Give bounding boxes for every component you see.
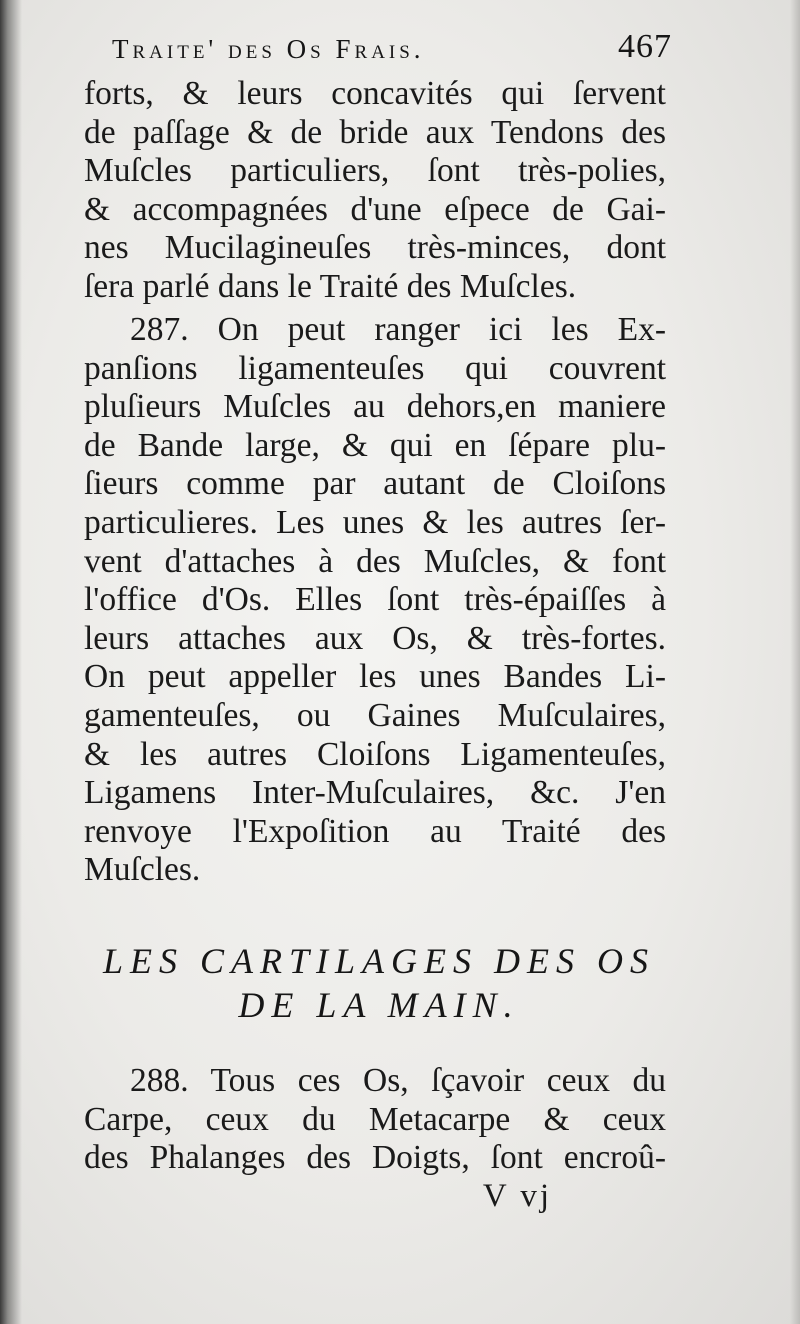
text-line: 288. Tous ces Os, ſçavoir ceux du bbox=[130, 1062, 666, 1099]
text-line: 287. On peut ranger ici les Ex- bbox=[130, 311, 666, 348]
section-heading-line-2: DE LA MAIN. bbox=[238, 985, 520, 1025]
text-line: Muſcles particuliers, ſont très-polies, bbox=[84, 152, 666, 190]
text-line: Ligamens Inter-Muſculaires, &c. J'en bbox=[84, 774, 666, 812]
text-line: l'office d'Os. Elles ſont très-épaiſſes à bbox=[84, 581, 666, 619]
text-line: nes Mucilagineuſes très-minces, dont bbox=[84, 229, 666, 267]
text-line: panſions ligamenteuſes qui couvrent bbox=[84, 349, 666, 387]
text-line: particulieres. Les unes & les autres ſer- bbox=[84, 503, 666, 541]
text-line: pluſieurs Muſcles au dehors,en maniere bbox=[84, 388, 666, 426]
text-line: & les autres Cloiſons Ligamenteuſes, bbox=[84, 735, 666, 773]
text-line: de Bande large, & qui en ſépare plu- bbox=[84, 426, 666, 464]
paragraph-287 bbox=[84, 311, 666, 890]
text-line: ſera parlé dans le Traité des Muſcles. bbox=[84, 267, 577, 305]
page-header bbox=[112, 28, 672, 76]
paragraph-288 bbox=[84, 1062, 666, 1178]
text-line: Muſcles. bbox=[84, 851, 201, 889]
running-title: Traite' des Os Frais. bbox=[112, 34, 425, 64]
spine-shadow bbox=[0, 0, 22, 1324]
paragraph-continued bbox=[84, 75, 666, 307]
page-edge bbox=[790, 0, 800, 1324]
section-heading bbox=[88, 940, 670, 1026]
text-line: vent d'attaches à des Muſcles, & font bbox=[84, 542, 666, 580]
text-line: des Phalanges des Doigts, ſont encroû- bbox=[84, 1139, 666, 1177]
section-heading-line-1: LES CARTILAGES DES OS bbox=[103, 941, 655, 981]
text-line: gamenteuſes, ou Gaines Muſculaires, bbox=[84, 696, 666, 734]
text-line: renvoye l'Expoſition au Traité des bbox=[84, 812, 666, 850]
text-line: Carpe, ceux du Metacarpe & ceux bbox=[84, 1100, 666, 1138]
text-line: & accompagnées d'une eſpece de Gai- bbox=[84, 190, 666, 228]
text-line: On peut appeller les unes Bandes Li- bbox=[84, 658, 666, 696]
page-number: 467 bbox=[618, 28, 672, 65]
text-line: leurs attaches aux Os, & très-fortes. bbox=[84, 619, 666, 657]
text-line: ſieurs comme par autant de Cloiſons bbox=[84, 465, 666, 503]
signature-mark: V vj bbox=[482, 1178, 552, 1214]
text-line: forts, & leurs concavités qui ſervent bbox=[84, 75, 666, 112]
text-line: de paſſage & de bride aux Tendons des bbox=[84, 113, 666, 151]
